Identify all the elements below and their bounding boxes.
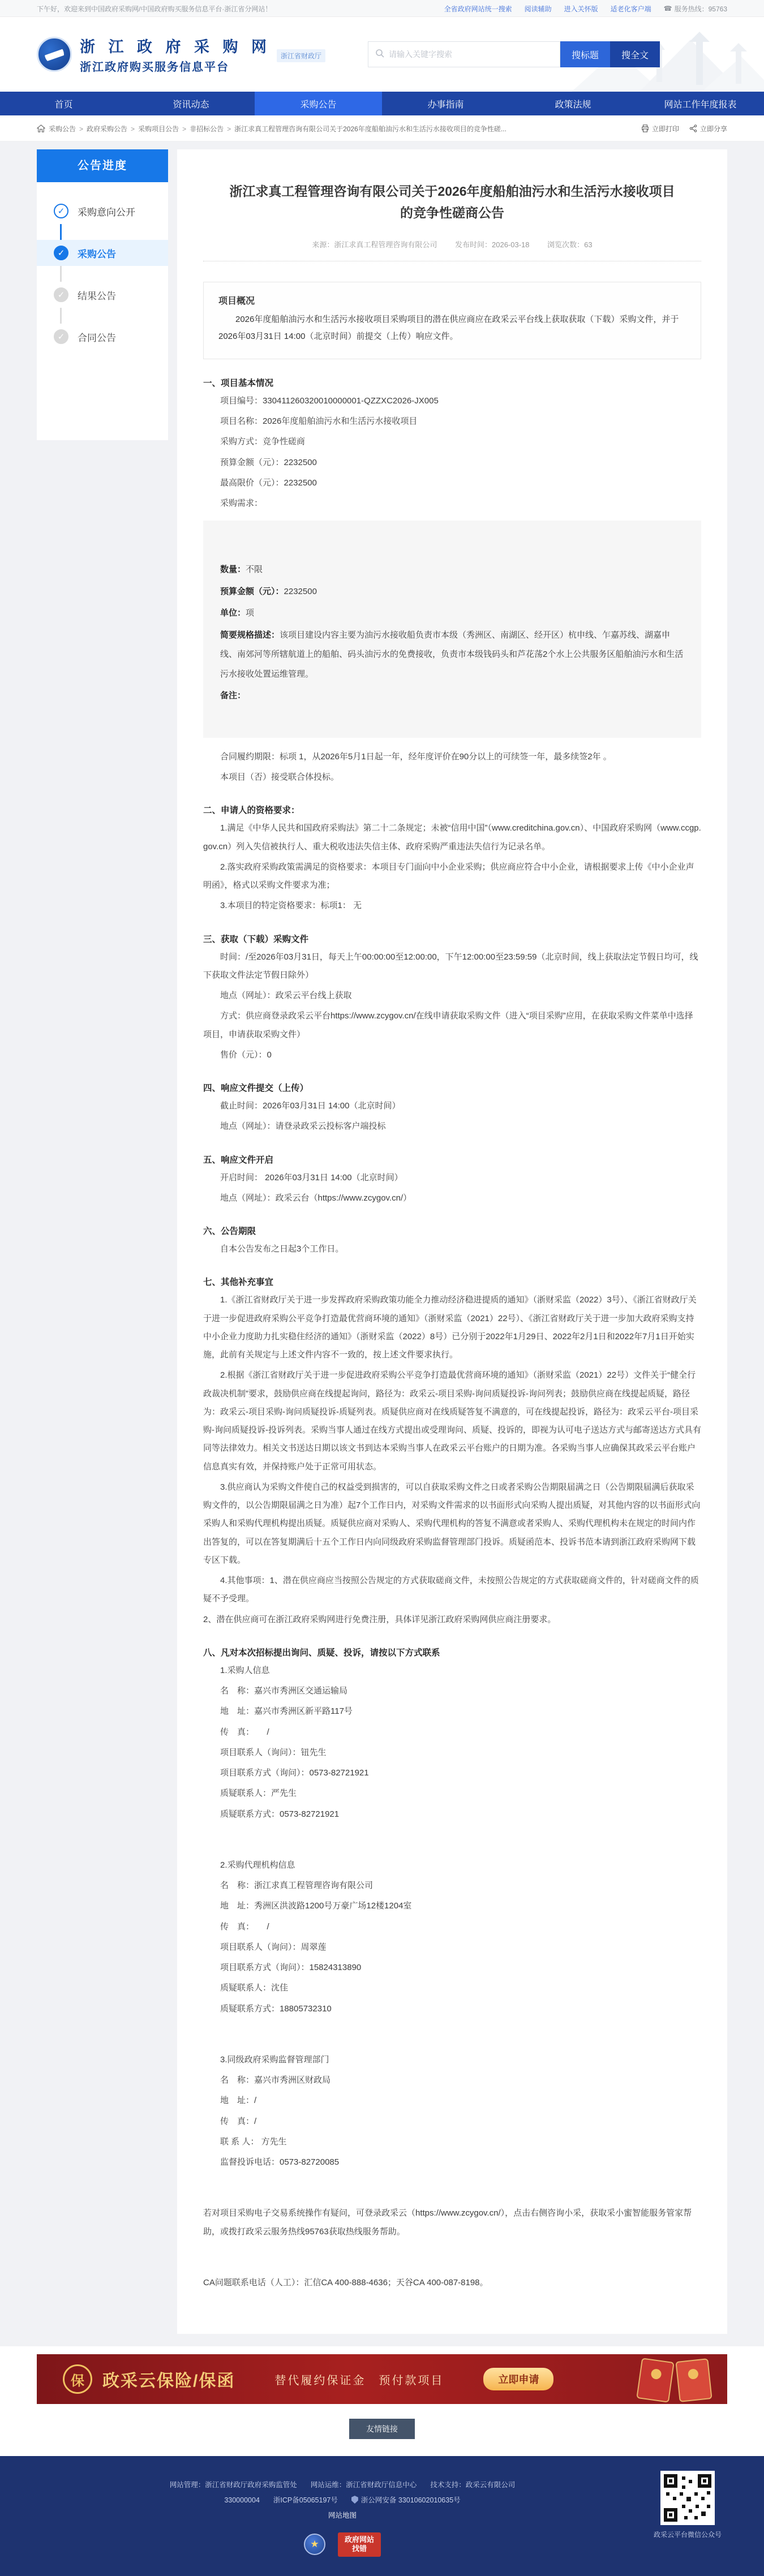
- breadcrumb-item[interactable]: 采购公告: [49, 124, 76, 133]
- article-paragraph: 传 真： /: [220, 1727, 269, 1737]
- main-nav: [0, 92, 764, 115]
- step-check-icon: ✓: [54, 329, 68, 344]
- article-paragraph: 地点（网址）：请登录政采云投标客户端投标: [220, 1121, 386, 1132]
- sidebar-step-采购公告[interactable]: [37, 240, 168, 266]
- nav-item-首页[interactable]: 首页: [54, 100, 73, 110]
- article-paragraph: 质疑联系方式：0573-82721921: [220, 1809, 340, 1819]
- topbar-link[interactable]: 全省政府网站统一搜索: [444, 5, 512, 13]
- article-paragraph: 开启时间： 2026年03月31日 14:00（北京时间）: [220, 1172, 403, 1182]
- sidebar-title: 公告进度: [37, 149, 168, 182]
- overview-title: 项目概况: [218, 296, 255, 306]
- breadcrumb-separator: >: [182, 124, 187, 133]
- article-paragraph: 2.根据《浙江省财政厅关于进一步促进政府采购公平竞争打造最优营商环境的通知》（浙财采监（2021）22号）文件关于“健全行政裁决机制”要求，鼓励供应商在线提起询问，路径为：政采云-项目采购-询问质疑投诉-询问列表；鼓励供应商在线提起质疑，路径为：政采云-项目采购-询问质疑投诉-质疑列表。质疑供应商对在线质疑答复不满意的，可在线提起投诉，路径为：政采云平台-项目采购-询问质疑投诉-投诉列表。采购当事人通过在线方式提出或受理询问、质疑、投诉的，即视为认可电子送达方式与邮寄送达方式具有同等法律效力。相关文书送达日期以该文书到达本采购当事人在政采云平台账户的日期为准。各采购当事人应确保其政采云平台账户信息真实有效，并保持账户处于正常可用状态。: [203, 1370, 701, 1472]
- article-paragraph: 2.采购代理机构信息: [220, 1860, 295, 1870]
- article-paragraph: 1.满足《中华人民共和国政府采购法》第二十二条规定；未被“信用中国”（www.creditchina.gov.cn）、中国政府采购网（www.ccgp.gov.cn）列入失信被执行人、重大税收违法失信主体、政府采购严重违法失信行为记录名单。: [203, 823, 701, 852]
- article-paragraph: 截止时间：2026年03月31日 14:00（北京时间）: [220, 1101, 401, 1111]
- article-paragraph: 联 系 人： 方先生: [220, 2136, 287, 2147]
- nav-item-资讯动态[interactable]: 资讯动态: [173, 100, 209, 110]
- section-heading: 二、申请人的资格要求：: [203, 806, 300, 816]
- article-paragraph: 1.《浙江省财政厅关于进一步发挥政府采购政策功能全力推动经济稳进提质的通知》（浙财采监（2022）3号）、《浙江省财政厅关于进一步促进政府采购公平竞争打造最优营商环境的通知》（浙财采监（2021）22号）、《浙江省财政厅关于进一步加大政府采购支持中小企业力度助力扎实稳住经济的通知》（浙财采监（2022）8号）已分别于2022年1月29日、2022年2月1日和2022年7月1日开始实施，此前有关规定与上述文件内容不一致的，按上述文件要求执行。: [203, 1295, 697, 1360]
- article-paragraph: 3.供应商认为采购文件使自己的权益受到损害的，可以自获取采购文件之日或者采购公告期限届满之日（公告期限届满后获取采购文件的，以公告期限届满之日为准）起7个工作日内，对采购文件需求的以书面形式向采购人提出质疑，对其他内容的以书面形式向采购人和采购代理机构提出质疑。质疑供应商对采购人、采购代理机构的答复不满意或者采购人、采购代理机构未在规定的时间内作出答复的，可以在答复期满后十五个工作日内向同级政府采购监督管理部门投诉。质疑函范本、投诉书范本请到浙江政府采购网下载专区下载。: [203, 1482, 701, 1565]
- service-hotline: ☎ 服务热线：95763: [663, 5, 727, 13]
- section-heading: 八、凡对本次招标提出询问、质疑、投诉，请按以下方式联系: [203, 1648, 440, 1658]
- footer-credit-item: 技术支持：政采云有限公司: [430, 2481, 516, 2489]
- step-connector: [60, 266, 62, 282]
- step-connector: [60, 308, 62, 324]
- sidebar-step-采购意向公开[interactable]: [37, 198, 168, 224]
- friend-links-row: [0, 2404, 764, 2456]
- share-button[interactable]: 立即分享: [689, 124, 727, 134]
- article-paragraph: 项目联系人（询问）：周翠莲: [220, 1942, 327, 1952]
- step-label: 合同公告: [78, 332, 116, 343]
- footer-registration-item: 浙ICP备05065197号: [273, 2496, 338, 2505]
- promo-banner[interactable]: [37, 2354, 727, 2404]
- requirement-line: 数量：不限: [220, 565, 263, 575]
- nav-item-网站工作年度报表[interactable]: 网站工作年度报表: [664, 100, 737, 110]
- article-paragraph: 项目名称：2026年度船舶油污水和生活污水接收项目: [220, 416, 418, 427]
- article-paragraph: 地 址：嘉兴市秀洲区新平路117号: [220, 1706, 353, 1717]
- article-paragraph: 最高限价（元）：2232500: [220, 478, 317, 488]
- greeting-text: 下午好，欢迎来到中国政府采购网/中国政府购买服务信息平台·浙江省分网站！: [37, 5, 272, 13]
- progress-sidebar: [37, 149, 168, 440]
- page-title: 浙江求真工程管理咨询有限公司关于2026年度船舶油污水和生活污水接收项目的竞争性磋商公告: [229, 184, 675, 220]
- section-heading: 四、响应文件提交（上传）: [203, 1083, 309, 1094]
- sidebar-step-结果公告[interactable]: [37, 282, 168, 308]
- site-name: 浙 江 政 府 采 购 网: [80, 38, 272, 55]
- article-paragraph: 合同履约期限：标项 1，从2026年5月1日起一年，经年度评价在90分以上的可续签一年，最多续签2年 。: [220, 751, 612, 762]
- step-connector: [60, 224, 62, 240]
- section-heading: 五、响应文件开启: [203, 1155, 274, 1165]
- overview-text: 2026年度船舶油污水和生活污水接收项目采购项目的潜在供应商应在政采云平台线上获取获取（下载）采购文件，并于2026年03月31日 14:00（北京时间）前提交（上传）响应文件。: [218, 314, 679, 341]
- article-paragraph: 项目联系方式（询问）：15824313890: [220, 1963, 362, 1973]
- article-paragraph: 质疑联系人：严先生: [220, 1788, 297, 1799]
- article-paragraph: 项目编号：330411260320010000001-QZZXC2026-JX005: [220, 395, 439, 406]
- seal-icon: 保: [63, 2364, 92, 2394]
- step-check-icon: ✓: [54, 287, 68, 302]
- breadcrumb-bar: [0, 115, 764, 141]
- footer-credits: [37, 2479, 648, 2489]
- org-badge: 浙江省财政厅: [277, 49, 325, 62]
- project-overview-box: [203, 282, 701, 359]
- article-meta: [203, 239, 701, 250]
- article-paragraph: 项目联系人（询问）：钮先生: [220, 1747, 327, 1757]
- announcement-card: [177, 149, 727, 2334]
- qr-caption: 政采云平台微信公众号: [653, 2531, 722, 2539]
- article-paragraph: 时间：/至2026年03月31日，每天上午00:00:00至12:00:00，下午12:00:00至23:59:59（北京时间，线上获取法定节假日均可，线下获取文件法定节假日除外）: [203, 952, 698, 980]
- topbar-link[interactable]: 进入关怀版: [564, 5, 598, 13]
- article-paragraph: CA问题联系电话（人工）：汇信CA 400-888-4636；天谷CA 400-087-8198。: [203, 2277, 488, 2287]
- print-button[interactable]: 立即打印: [641, 124, 679, 134]
- banner-title: 政采云保险/保函: [102, 2372, 235, 2391]
- article-paragraph: 质疑联系人：沈佳: [220, 1983, 289, 1993]
- article-paragraph: 若对项目采购电子交易系统操作有疑问，可登录政采云（https://www.zcygov.cn/），点击右侧咨询小采，获取采小蜜智能服务管家帮助，或拨打政采云服务热线95763获取热线服务帮助。: [203, 2208, 692, 2237]
- footer-credit-item: 网站运维：浙江省财政厅信息中心: [310, 2481, 417, 2489]
- topbar: [0, 0, 764, 17]
- meta-source: 来源：浙江求真工程管理咨询有限公司: [312, 240, 437, 249]
- footer-credit-item: 网站管理：浙江省财政厅政府采购监管处: [169, 2481, 297, 2489]
- nav-item-采购公告[interactable]: 采购公告: [255, 92, 382, 115]
- article-paragraph: 监督投诉电话：0573-82720085: [220, 2157, 340, 2168]
- article-paragraph: 预算金额（元）：2232500: [220, 457, 317, 467]
- requirement-detail-box: [203, 521, 701, 738]
- nav-item-政策法规[interactable]: 政策法规: [555, 100, 591, 110]
- breadcrumb-item[interactable]: 采购项目公告: [138, 124, 179, 133]
- article-paragraph: 方式：供应商登录政采云平台https://www.zcygov.cn/在线申请获取采购文件（进入“项目采购”应用，在获取采购文件菜单中选择项目，申请获取采购文件）: [203, 1011, 693, 1039]
- step-check-icon: ✓: [54, 204, 68, 218]
- article-paragraph: 2.落实政府采购政策需满足的资格要求：本项目专门面向中小企业采购；供应商应符合中小企业，请根据要求上传《中小企业声明函》，格式以采购文件要求为准；: [203, 862, 694, 891]
- meta-publish-time: 发布时间：2026-03-18: [455, 240, 530, 249]
- step-check-icon: ✓: [54, 246, 68, 260]
- wechat-qr-code: [660, 2471, 715, 2525]
- article-paragraph: 项目联系方式（询问）：0573-82721921: [220, 1768, 369, 1778]
- article-body: [203, 282, 701, 2292]
- article-paragraph: 地 址：/: [220, 2096, 257, 2106]
- article-paragraph: 地 址：秀洲区洪波路1200号万豪广场12楼1204室: [220, 1901, 412, 1911]
- breadcrumb-item[interactable]: 非招标公告: [190, 124, 224, 133]
- section-heading: 六、公告期限: [203, 1227, 256, 1237]
- footer-registration-item: 330000004: [224, 2496, 260, 2505]
- search-title-button[interactable]: 搜标题: [560, 41, 610, 67]
- friend-links-button[interactable]: 友情链接: [349, 2419, 415, 2439]
- breadcrumb-separator: >: [131, 124, 135, 133]
- article-paragraph: 名 称：浙江求真工程管理咨询有限公司: [220, 1881, 374, 1891]
- requirement-line: 备注：: [220, 691, 246, 701]
- site-subname: 浙江政府购买服务信息平台: [80, 61, 229, 74]
- meta-view-count: 浏览次数：63: [547, 240, 593, 249]
- apply-now-button[interactable]: 立即申请: [483, 2368, 553, 2390]
- requirement-line: 简要规格描述：该项目建设内容主要为油污水接收船负责市本级（秀洲区、南湖区、经开区）杭申线、乍嘉苏线、湖嘉申线、南郊河等所辖航道上的船舶、码头油污水的免费接收，负责市本级钱码头和芦花荡2个水上公共服务区船舶油污水和生活污水接收处置运维管理。: [220, 630, 684, 679]
- section-heading: 三、获取（下载）采购文件: [203, 934, 309, 944]
- nav-item-办事指南[interactable]: 办事指南: [427, 100, 464, 110]
- brand[interactable]: [37, 35, 325, 74]
- topbar-link[interactable]: 适老化客户端: [610, 5, 651, 13]
- home-icon[interactable]: [37, 124, 45, 133]
- section-heading: 七、其他补充事宜: [203, 1278, 274, 1288]
- article-paragraph: 自本公告发布之日起3个工作日。: [220, 1244, 344, 1254]
- section-heading: 一、项目基本情况: [203, 378, 274, 388]
- article-paragraph: 3.同级政府采购监督管理部门: [220, 2054, 329, 2065]
- article-paragraph: 质疑联系方式：18805732310: [220, 2003, 332, 2014]
- breadcrumb-separator: >: [227, 124, 231, 133]
- search-bar: [368, 41, 660, 67]
- requirement-line: 单位：项: [220, 608, 255, 618]
- red-envelope-graphic: [639, 2360, 710, 2401]
- site-header: [0, 17, 764, 92]
- article-paragraph: 采购需求：: [220, 498, 263, 509]
- article-paragraph: 本项目（否）接受联合体投标。: [220, 772, 340, 782]
- article-paragraph: 名 称：嘉兴市秀洲区财政局: [220, 2075, 331, 2085]
- phone-icon: ☎: [663, 5, 672, 12]
- article-paragraph: 名 称：嘉兴市秀洲区交通运输局: [220, 1686, 348, 1696]
- breadcrumb-item[interactable]: 政府采购公告: [87, 124, 128, 133]
- article-paragraph: 2、潜在供应商可在浙江政府采购网进行免费注册，具体详见浙江政府采购网供应商注册要求。: [203, 1614, 556, 1624]
- sitemap-link[interactable]: 网站地图: [328, 2512, 357, 2520]
- site-logo: [37, 37, 72, 72]
- requirement-line: 预算金额（元）：2232500: [220, 586, 317, 596]
- step-label: 采购公告: [78, 248, 116, 260]
- breadcrumb: [49, 124, 507, 134]
- security-shield-icon: [351, 2496, 358, 2504]
- search-fulltext-button[interactable]: 搜全文: [610, 41, 660, 67]
- article-paragraph: 地点（网址）：政采云台（https://www.zcygov.cn/）: [220, 1193, 412, 1203]
- topbar-link[interactable]: 阅读辅助: [524, 5, 552, 13]
- step-label: 结果公告: [78, 290, 116, 302]
- article-paragraph: 地点（网址）：政采云平台线上获取: [220, 991, 352, 1001]
- site-footer: [0, 2456, 764, 2576]
- breadcrumb-separator: >: [79, 124, 84, 133]
- footer-registration-item: 浙公网安备 33010602010635号: [351, 2496, 461, 2504]
- article-paragraph: 传 真：/: [220, 2116, 257, 2126]
- banner-subtitle: 替代履约保证金 预付款项目: [274, 2374, 444, 2387]
- article-paragraph: 1.采购人信息: [220, 1665, 270, 1675]
- gov-emblem-badge[interactable]: ★: [304, 2534, 325, 2555]
- search-input[interactable]: [389, 50, 553, 59]
- breadcrumb-item: 浙江求真工程管理咨询有限公司关于2026年度船舶油污水和生活污水接收项目的竞争性磋...: [234, 124, 507, 133]
- content-band: [0, 141, 764, 2346]
- sidebar-step-合同公告[interactable]: [37, 324, 168, 350]
- article-paragraph: 售价（元）：0: [220, 1050, 272, 1060]
- banner-section: [0, 2346, 764, 2404]
- search-icon: [375, 49, 384, 61]
- article-paragraph: 3.本项目的特定资格要求：标项1： 无: [220, 901, 362, 911]
- article-paragraph: 传 真： /: [220, 1921, 269, 1932]
- article-paragraph: 采购方式：竞争性磋商: [220, 437, 306, 447]
- site-error-report-badge[interactable]: 政府网站 找错: [338, 2532, 381, 2557]
- step-label: 采购意向公开: [78, 207, 135, 218]
- footer-registration: [37, 2495, 648, 2505]
- article-paragraph: 4.其他事项：1、潜在供应商应当按照公告规定的方式获取磋商文件，未按照公告规定的方式获取磋商文件的，针对磋商文件的质疑不予受理。: [203, 1576, 699, 1604]
